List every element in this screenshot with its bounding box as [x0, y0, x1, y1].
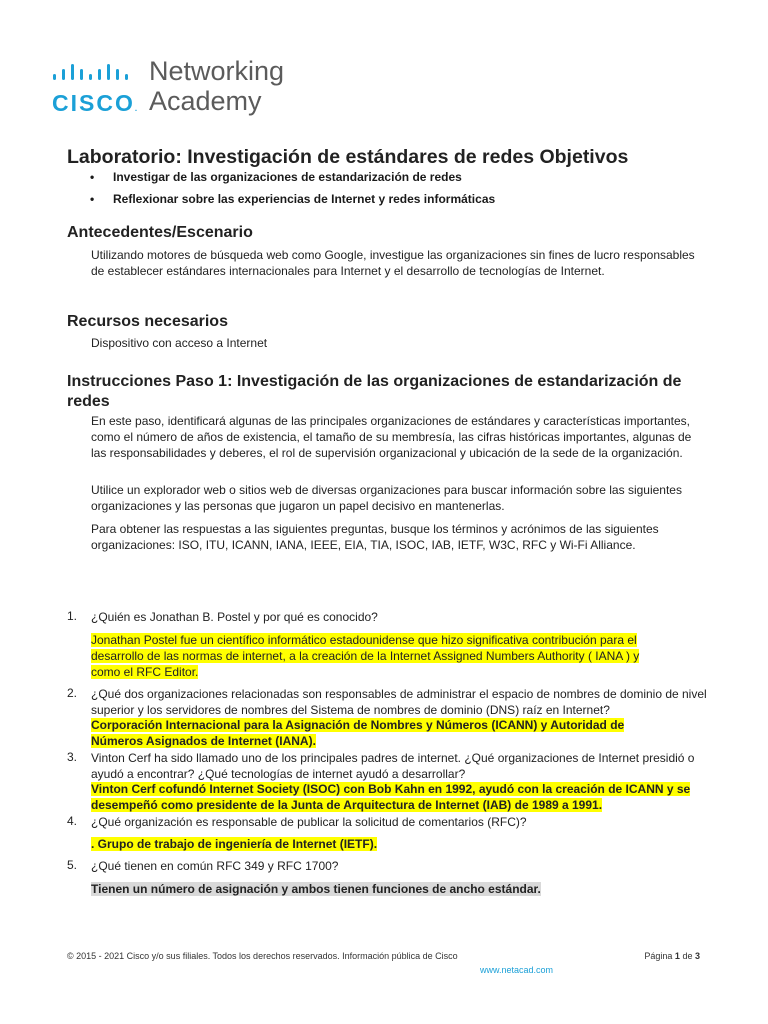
background-text: Utilizando motores de búsqueda web como Google, investigue las organizaciones sin fines de lucro responsables de establecer estándares internacionales para Internet y el desarrollo de tecnologías de Internet.: [91, 248, 695, 278]
question-2: ¿Qué dos organizaciones relacionadas son responsables de administrar el espacio de nombres de dominio de nivel superior y los servidores de nombres del Sistema de nombres de dominio (DNS) raíz en Internet?: [91, 687, 707, 717]
question-3: Vinton Cerf ha sido llamado uno de los principales padres de internet. ¿Qué organizaciones de Internet presidió o ayudó a encontrar? ¿Qué tecnologías de internet ayudó a desarrollar?: [91, 751, 695, 781]
page-title: Laboratorio: Investigación de estándares de redes Objetivos: [67, 146, 629, 168]
cisco-bars-icon: [52, 62, 140, 82]
page-number: [644, 951, 700, 961]
question-5: ¿Qué tienen en común RFC 349 y RFC 1700?: [91, 859, 339, 873]
page-current: 1: [674, 951, 680, 961]
answer-2-text: Corporación Internacional para la Asignación de Nombres y Números (ICANN) y Autoridad de Números Asignados de Internet (IANA).: [91, 718, 625, 748]
question-number: 1.: [67, 609, 78, 623]
footer-copyright: © 2015 - 2021 Cisco y/o sus filiales. Todos los derechos reservados. Información pública de Cisco: [67, 951, 458, 961]
resources-text: Dispositivo con acceso a Internet: [91, 336, 268, 350]
footer-link[interactable]: www.netacad.com: [480, 965, 554, 975]
objective-text: Investigar de las organizaciones de estandarización de redes: [113, 170, 462, 184]
question-number: 3.: [67, 750, 78, 764]
answer-3: [91, 781, 711, 813]
bullet: •: [90, 192, 95, 206]
cisco-wordmark: CISCO.: [52, 90, 138, 116]
question-number: 5.: [67, 858, 78, 872]
bullet: •: [90, 170, 95, 184]
answer-4: [91, 836, 711, 852]
page-label: Página: [644, 951, 673, 961]
objective-text: Reflexionar sobre las experiencias de Internet y redes informáticas: [113, 192, 496, 206]
answer-1-text: Jonathan Postel fue un científico informático estadounidense que hizo significativa contribución para el desarrollo de las normas de internet, a la creación de la Internet Assigned Numbers Authority ( IANA ) y como el RFC Editor.: [91, 633, 640, 679]
answer-2: [91, 717, 671, 749]
page-of: de: [682, 951, 693, 961]
question-number: 4.: [67, 814, 78, 828]
instructions-paragraph-3: Para obtener las respuestas a las siguientes preguntas, busque los términos y acrónimos de las siguientes organizaciones: ISO, ITU, ICANN, IANA, IEEE, EIA, TIA, ISOC, IAB, IETF, W3C, RFC y Wi-Fi Alliance.: [91, 522, 659, 552]
question-number: 2.: [67, 686, 78, 700]
answer-5-text: Tienen un número de asignación y ambos tienen funciones de ancho estándar.: [91, 882, 541, 896]
answer-1: [91, 632, 671, 680]
answer-5: [91, 881, 711, 897]
question-4: ¿Qué organización es responsable de publicar la solicitud de comentarios (RFC)?: [91, 815, 527, 829]
answer-4-text: . Grupo de trabajo de ingeniería de Internet (IETF).: [91, 837, 378, 851]
instructions-paragraph-1: En este paso, identificará algunas de las principales organizaciones de estándares y características importantes, como el número de años de existencia, el tamaño de su membresía, las cifras históricas importantes, algunas de las responsabilidades y deberes, el rol de supervisión organizacional y ubicación de la sede de la organización.: [91, 414, 692, 460]
resources-heading: Recursos necesarios: [67, 313, 228, 330]
cisco-networking-academy-logo: [52, 56, 312, 118]
page-total: 3: [694, 951, 700, 961]
logo-academy-text: Academy: [149, 86, 262, 116]
answer-3-text: Vinton Cerf cofundó Internet Society (ISOC) con Bob Kahn en 1992, ayudó con la creación de ICANN y se desempeñó como presidente de la Junta de Arquitectura de Internet (IAB) de 1989 a 1991.: [91, 782, 691, 812]
background-heading: Antecedentes/Escenario: [67, 224, 253, 241]
instructions-paragraph-2: Utilice un explorador web o sitios web de diversas organizaciones para buscar información sobre las siguientes organizaciones y las personas que jugaron un papel decisivo en mantenerlas.: [91, 483, 682, 513]
logo-networking-text: Networking: [149, 56, 285, 86]
question-1: ¿Quién es Jonathan B. Postel y por qué es conocido?: [91, 610, 378, 624]
instructions-heading: Instrucciones Paso 1: Investigación de las organizaciones de estandarización de redes: [67, 373, 682, 410]
